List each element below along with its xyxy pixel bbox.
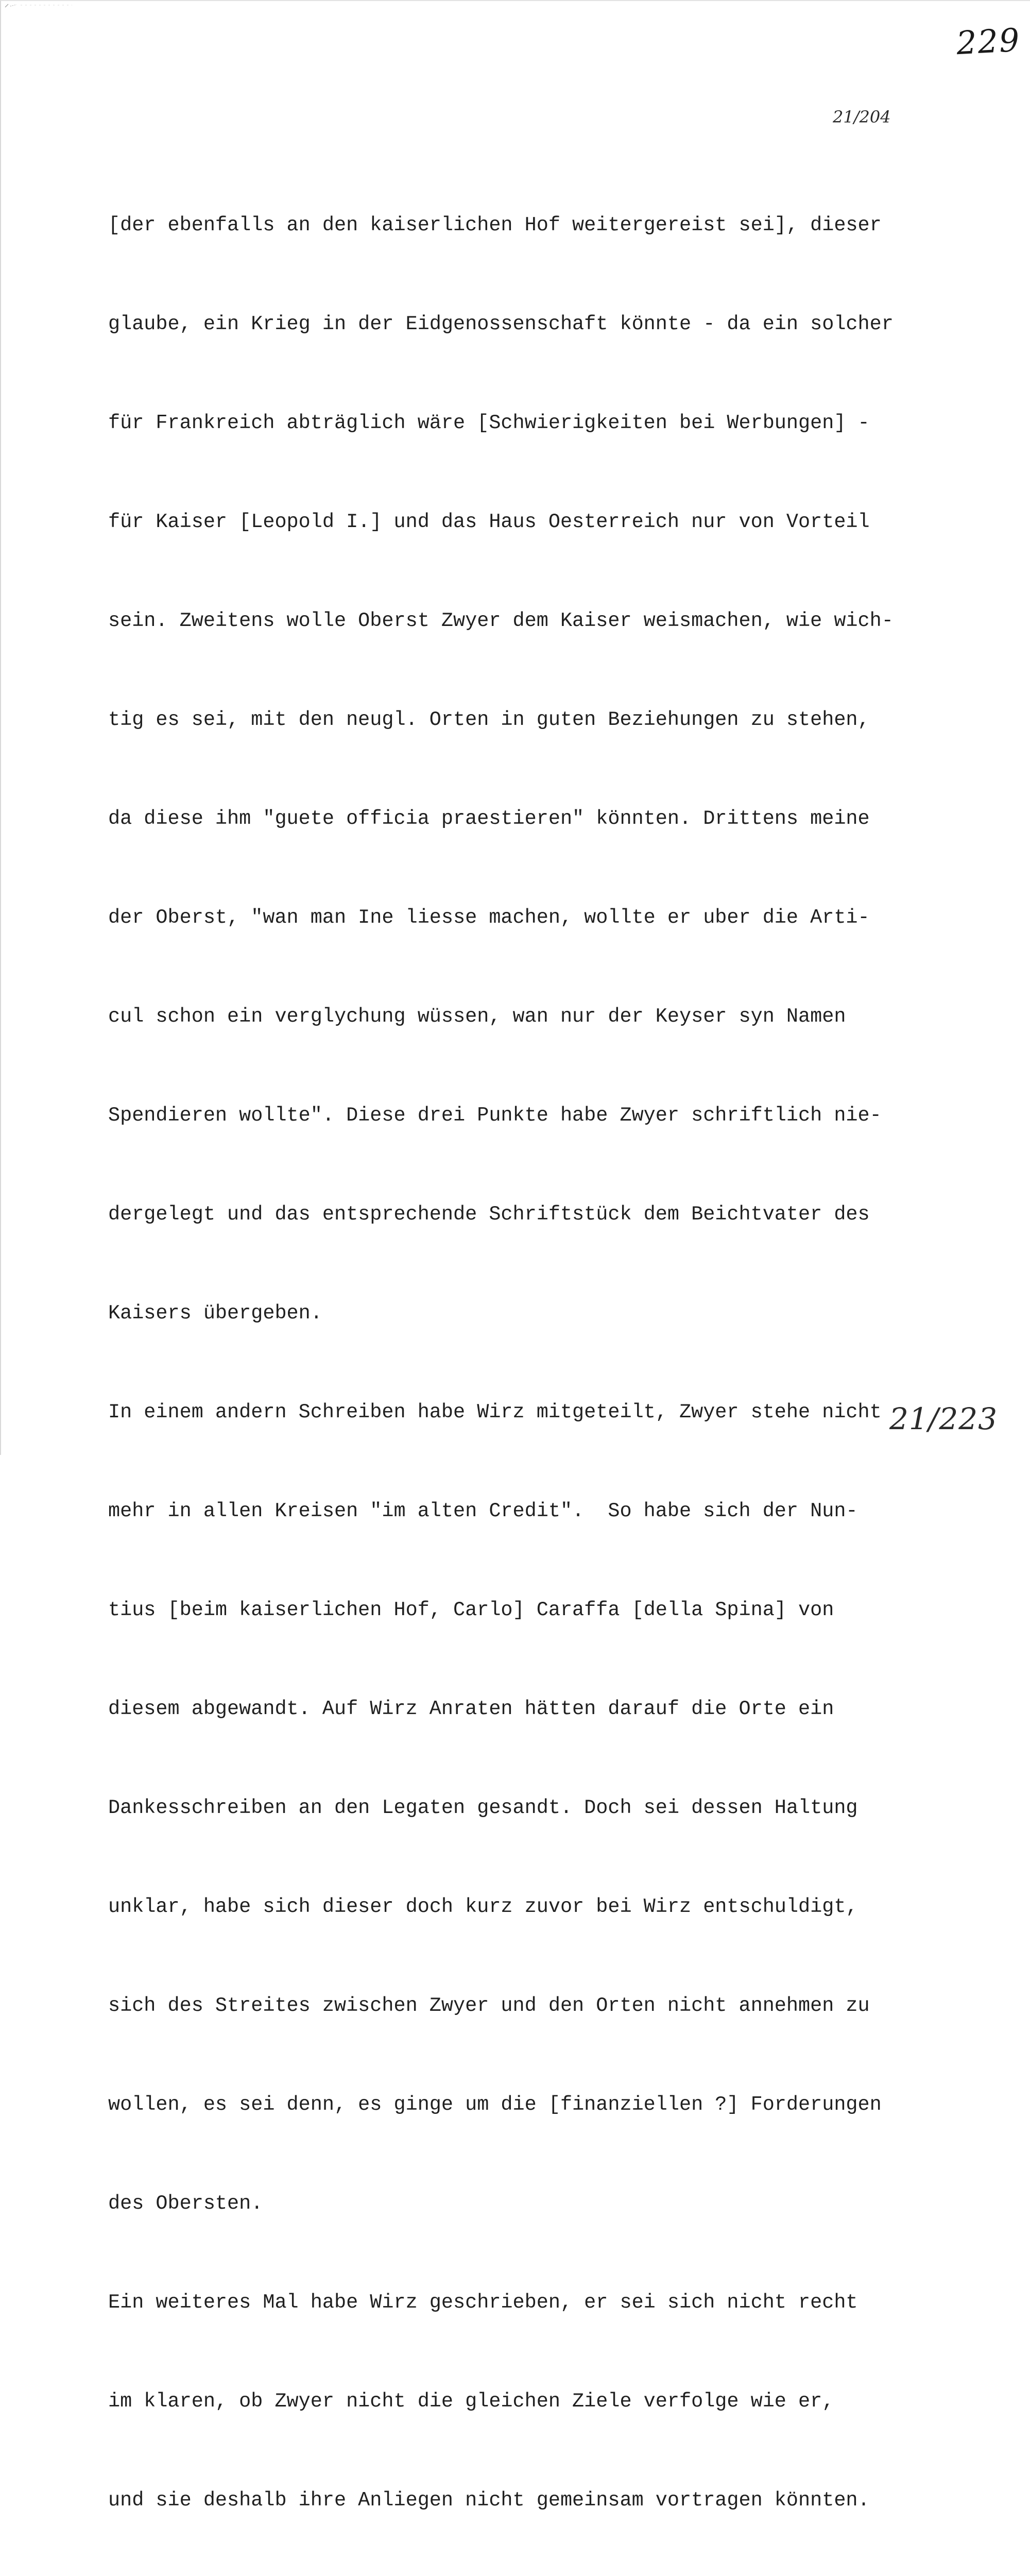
text-line: sein. Zweitens wolle Oberst Zwyer dem Kaiser weismachen, wie wich- — [108, 609, 894, 632]
text-line: diesem abgewandt. Auf Wirz Anraten hätten darauf die Orte ein — [108, 1698, 834, 1720]
text-line: mehr in allen Kreisen "im alten Credit". So habe sich der Nun- — [108, 1500, 858, 1522]
text-line: Dankesschreiben an den Legaten gesandt. Doch sei dessen Haltung — [108, 1797, 858, 1819]
body-text — [108, 143, 1004, 2576]
text-line: und sie deshalb ihre Anliegen nicht gemeinsam vortragen könnten. — [108, 2489, 870, 2512]
text-line: tig es sei, mit den neugl. Orten in guten Beziehungen zu stehen, — [108, 708, 870, 731]
text-line: Ein weiteres Mal habe Wirz geschrieben, er sei sich nicht recht — [108, 2291, 858, 2314]
page-reference: 21/204 — [833, 107, 891, 127]
text-line: Spendieren wollte". Diese drei Punkte habe Zwyer schriftlich nie- — [108, 1104, 882, 1127]
text-line: für Kaiser [Leopold I.] und das Haus Oesterreich nur von Vorteil — [108, 511, 870, 533]
text-line: glaube, ein Krieg in der Eidgenossenschaft könnte - da ein solcher — [108, 313, 894, 335]
scan-corner-mark — [5, 3, 72, 8]
text-line: In einem andern Schreiben habe Wirz mitgeteilt, Zwyer stehe nicht — [108, 1401, 882, 1423]
handwritten-folio-number: 229 — [955, 21, 1022, 62]
handwritten-archive-number: 21/223 — [889, 1401, 998, 1436]
text-line: der Oberst, "wan man Ine liesse machen, wollte er uber die Arti- — [108, 906, 870, 929]
text-line: im klaren, ob Zwyer nicht die gleichen Ziele verfolge wie er, — [108, 2390, 834, 2413]
text-line: da diese ihm "guete officia praestieren" könnten. Drittens meine — [108, 807, 870, 830]
text-line: für Frankreich abträglich wäre [Schwierigkeiten bei Werbungen] - — [108, 412, 870, 434]
text-line: sich des Streites zwischen Zwyer und den Orten nicht annehmen zu — [108, 1994, 870, 2017]
text-line: unklar, habe sich dieser doch kurz zuvor bei Wirz entschuldigt, — [108, 1895, 858, 1918]
text-line: [der ebenfalls an den kaiserlichen Hof weitergereist sei], dieser — [108, 214, 882, 236]
text-line: dergelegt und das entsprechende Schriftstück dem Beichtvater des — [108, 1203, 870, 1226]
text-line: cul schon ein verglychung wüssen, wan nur der Keyser syn Namen — [108, 1005, 846, 1028]
text-line: tius [beim kaiserlichen Hof, Carlo] Caraffa [della Spina] von — [108, 1599, 834, 1621]
text-line: wollen, es sei denn, es ginge um die [finanziellen ?] Forderungen — [108, 2093, 882, 2116]
text-line: Kaisers übergeben. — [108, 1302, 322, 1325]
text-line: des Obersten. — [108, 2192, 263, 2215]
